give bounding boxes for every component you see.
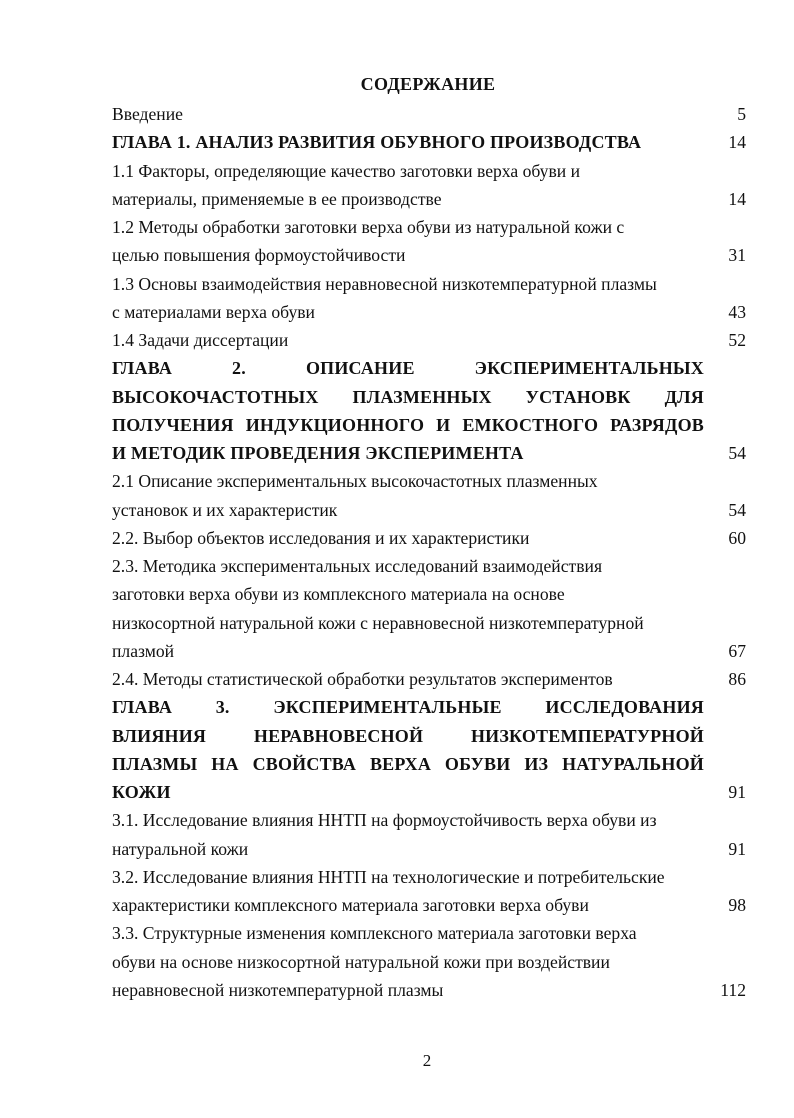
toc-entry-text: 1.1 Факторы, определяющие качество заготовки верха обуви и	[112, 160, 580, 181]
toc-entry-line	[0, 467, 794, 495]
page-number: 2	[422, 1051, 432, 1070]
toc-entry-line	[0, 213, 794, 241]
toc-entry-line	[0, 241, 794, 269]
toc-page-number: 14	[728, 188, 746, 209]
toc-entry-text: ГЛАВА 3. ЭКСПЕРИМЕНТАЛЬНЫЕ ИССЛЕДОВАНИЯ	[112, 697, 704, 718]
toc-page-number: 60	[728, 527, 746, 548]
toc-entry-line	[0, 298, 794, 326]
toc-entry-line	[0, 948, 794, 976]
toc-entry-line	[0, 580, 794, 608]
toc-entry-line	[0, 552, 794, 580]
toc-entry-text: обуви на основе низкосортной натуральной кожи при воздействии	[112, 951, 610, 972]
toc-entry-text: КОЖИ	[112, 782, 171, 802]
toc-title: СОДЕРЖАНИЕ	[360, 74, 496, 94]
toc-entry-text: ГЛАВА 2. ОПИСАНИЕ ЭКСПЕРИМЕНТАЛЬНЫХ	[112, 358, 704, 379]
toc-entry-text: натуральной кожи	[112, 838, 249, 859]
toc-entry-text: ВЛИЯНИЯ НЕРАВНОВЕСНОЙ НИЗКОТЕМПЕРАТУРНОЙ	[112, 725, 704, 746]
toc-entry-line	[0, 863, 794, 891]
toc-entry-text: с материалами верха обуви	[112, 301, 315, 322]
toc-entry-text: материалы, применяемые в ее производстве	[112, 188, 442, 209]
toc-entry-text: низкосортной натуральной кожи с неравновесной низкотемпературной	[112, 612, 644, 633]
toc-entry-text: 2.1 Описание экспериментальных высокочастотных плазменных	[112, 471, 598, 492]
toc-entry-text: неравновесной низкотемпературной плазмы	[112, 979, 444, 1000]
toc-entry-text: 3.1. Исследование влияния ННТП на формоустойчивость верха обуви из	[112, 810, 657, 831]
toc-chapter-line	[0, 778, 794, 806]
toc-entry-line	[0, 891, 794, 919]
toc-page-number: 5	[737, 104, 746, 124]
toc-chapter-line	[0, 439, 794, 467]
toc-page-number: 54	[728, 443, 746, 463]
toc-entry-line	[0, 157, 794, 185]
table-of-contents	[0, 100, 794, 1004]
toc-entry-line	[0, 919, 794, 947]
toc-entry-text: 3.3. Структурные изменения комплексного материала заготовки верха	[112, 923, 637, 944]
toc-entry-text: плазмой	[112, 640, 175, 661]
toc-entry-text: заготовки верха обуви из комплексного материала на основе	[112, 584, 565, 605]
toc-entry-text: 1.2 Методы обработки заготовки верха обуви из натуральной кожи с	[112, 217, 625, 237]
toc-page-number: 43	[728, 301, 746, 322]
toc-page-number: 86	[728, 669, 746, 689]
toc-page-number: 31	[728, 245, 746, 266]
toc-entry-line	[0, 609, 794, 637]
toc-entry-text: установок и их характеристик	[112, 499, 338, 520]
toc-entry-line	[0, 185, 794, 213]
toc-page-number: 98	[728, 895, 746, 915]
toc-entry-line	[0, 326, 794, 354]
toc-entry-line	[0, 976, 794, 1004]
toc-entry-line	[0, 100, 794, 128]
toc-chapter-line	[0, 354, 794, 382]
toc-entry-text: 1.3 Основы взаимодействия неравновесной низкотемпературной плазмы	[112, 273, 657, 294]
toc-entry-text: характеристики комплексного материала заготовки верха обуви	[112, 895, 589, 915]
toc-entry-text: целью повышения формоустойчивости	[112, 245, 406, 266]
toc-page-number: 54	[728, 499, 746, 520]
toc-entry-text: Введение	[112, 104, 183, 124]
toc-entry-line	[0, 835, 794, 863]
toc-chapter-line	[0, 750, 794, 778]
toc-entry-text: 2.2. Выбор объектов исследования и их характеристики	[112, 527, 530, 548]
toc-page-number: 14	[728, 132, 746, 153]
toc-entry-text: 2.4. Методы статистической обработки результатов экспериментов	[112, 669, 613, 689]
toc-entry-line	[0, 270, 794, 298]
toc-page-number: 52	[728, 330, 746, 350]
toc-entry-line	[0, 524, 794, 552]
toc-entry-line	[0, 496, 794, 524]
toc-entry-text: ПЛАЗМЫ НА СВОЙСТВА ВЕРХА ОБУВИ ИЗ НАТУРАЛЬНОЙ	[112, 753, 704, 774]
toc-entry-text: ВЫСОКОЧАСТОТНЫХ ПЛАЗМЕННЫХ УСТАНОВК ДЛЯ	[112, 386, 704, 407]
toc-chapter-line	[0, 411, 794, 439]
toc-chapter-line	[0, 383, 794, 411]
toc-entry-text: 2.3. Методика экспериментальных исследований взаимодействия	[112, 556, 603, 576]
toc-entry-line	[0, 806, 794, 834]
toc-entry-text: 1.4 Задачи диссертации	[112, 330, 289, 350]
toc-page-number: 112	[720, 979, 746, 1000]
toc-page-number: 91	[728, 838, 746, 859]
toc-entry-line	[0, 637, 794, 665]
toc-entry-line	[0, 665, 794, 693]
toc-page-number: 67	[728, 640, 746, 661]
toc-chapter-line	[0, 128, 794, 156]
toc-entry-text: 3.2. Исследование влияния ННТП на технологические и потребительские	[112, 866, 665, 887]
toc-entry-text: ГЛАВА 1. АНАЛИЗ РАЗВИТИЯ ОБУВНОГО ПРОИЗВОДСТВА	[112, 132, 642, 153]
toc-entry-text: ПОЛУЧЕНИЯ ИНДУКЦИОННОГО И ЕМКОСТНОГО РАЗРЯДОВ	[112, 414, 704, 435]
toc-chapter-line	[0, 693, 794, 721]
toc-chapter-line	[0, 722, 794, 750]
toc-entry-text: И МЕТОДИК ПРОВЕДЕНИЯ ЭКСПЕРИМЕНТА	[112, 443, 524, 463]
toc-page-number: 91	[728, 782, 746, 802]
